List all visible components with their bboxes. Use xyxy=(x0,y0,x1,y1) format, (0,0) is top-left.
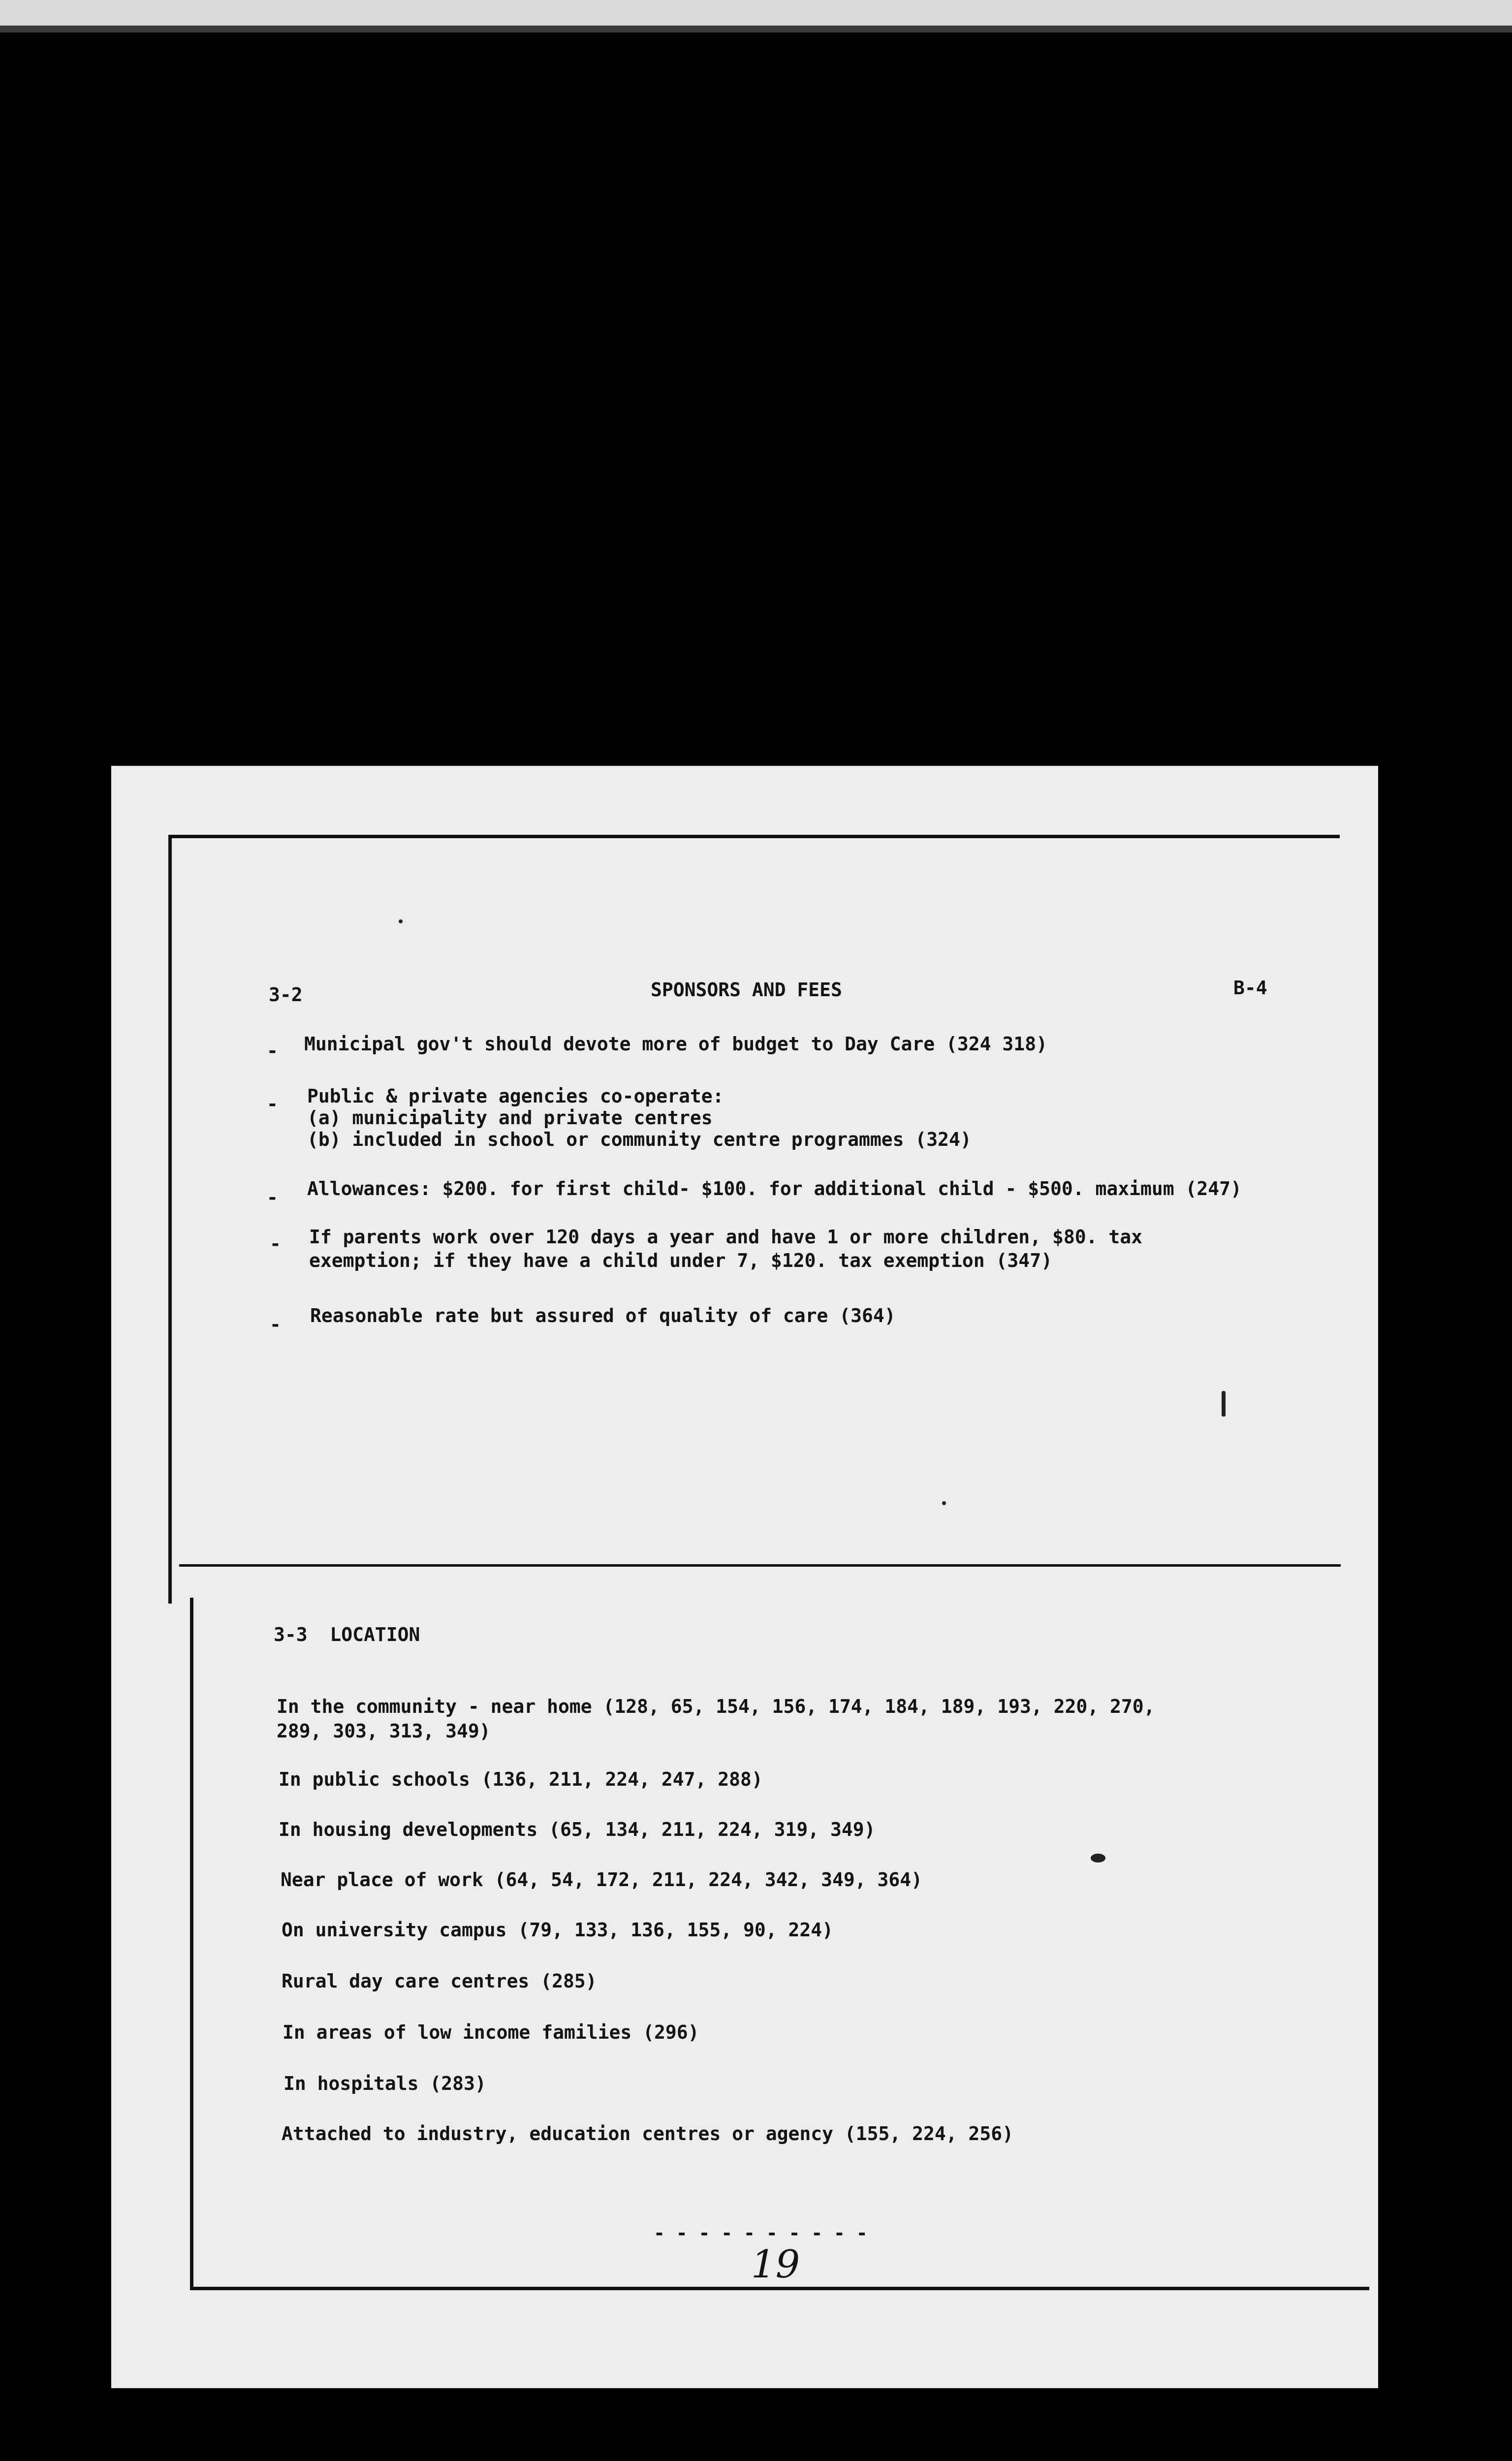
list-item: Municipal gov't should devote more of budget to Day Care (324 318) xyxy=(304,1033,1047,1055)
location-heading: 3-3 LOCATION xyxy=(274,1624,420,1645)
frame-top-line xyxy=(168,835,1340,838)
separator-dashes: - - - - - - - - - - xyxy=(654,2222,868,2244)
list-item: Near place of work (64, 54, 172, 211, 224, 342, 349, 364) xyxy=(281,1869,923,1891)
frame-bottom-line xyxy=(190,2287,1369,2290)
document-page xyxy=(111,766,1378,2388)
list-item: In hospitals (283) xyxy=(284,2073,486,2094)
list-item-cont: exemption; if they have a child under 7, $120. tax exemption (347) xyxy=(309,1250,1052,1271)
dust-speck xyxy=(942,1501,946,1505)
page-reference: B-4 xyxy=(1233,977,1267,999)
bullet-marker: - xyxy=(270,1314,281,1335)
bullet-marker: - xyxy=(270,1233,281,1255)
bullet-marker: - xyxy=(267,1040,278,1062)
dust-speck xyxy=(1091,1854,1105,1862)
frame-left-line xyxy=(168,835,172,1604)
section-title: SPONSORS AND FEES xyxy=(651,979,842,1001)
frame-left-line-lower xyxy=(190,1598,193,2289)
bullet-marker: - xyxy=(267,1093,278,1115)
list-item-sub: (a) municipality and private centres xyxy=(307,1107,713,1129)
list-item: In areas of low income families (296) xyxy=(283,2021,699,2043)
list-item-sub: (b) included in school or community centre programmes (324) xyxy=(307,1129,972,1150)
list-item: Reasonable rate but assured of quality of care (364) xyxy=(310,1305,896,1326)
page-number-handwritten: 19 xyxy=(751,2242,800,2287)
list-item: On university campus (79, 133, 136, 155, 90, 224) xyxy=(282,1919,834,1941)
list-item-cont: 289, 303, 313, 349) xyxy=(277,1720,491,1742)
list-item: In public schools (136, 211, 224, 247, 288) xyxy=(279,1768,763,1790)
list-item: If parents work over 120 days a year and have 1 or more children, $80. tax xyxy=(309,1226,1142,1248)
bullet-marker: - xyxy=(267,1187,278,1208)
list-item: Allowances: $200. for first child- $100. for additional child - $500. maximum (247) xyxy=(307,1178,1242,1199)
list-item: Rural day care centres (285) xyxy=(282,1970,597,1992)
list-item: In the community - near home (128, 65, 154, 156, 174, 184, 189, 193, 220, 270, xyxy=(277,1696,1155,1717)
section-id: 3-2 xyxy=(269,984,303,1006)
list-item: Attached to industry, education centres or agency (155, 224, 256) xyxy=(282,2123,1014,2145)
list-item: Public & private agencies co-operate: xyxy=(307,1085,724,1107)
dust-speck xyxy=(399,919,403,923)
list-item: In housing developments (65, 134, 211, 224, 319, 349) xyxy=(279,1819,876,1840)
film-top-edge xyxy=(0,26,1512,32)
frame-middle-line xyxy=(179,1564,1341,1567)
dust-speck xyxy=(1222,1391,1226,1417)
